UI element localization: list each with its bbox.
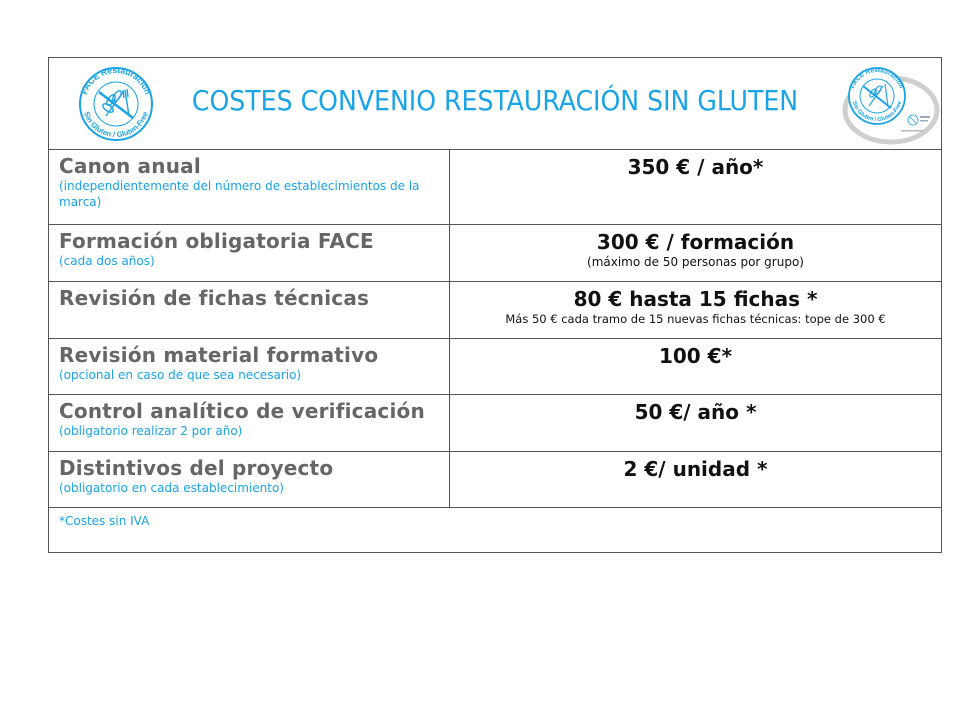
row-label-cell (49, 339, 450, 394)
row-value: 2 €/ unidad * (623, 457, 768, 481)
row-value: 300 € / formación (596, 230, 795, 254)
row-value-note: (máximo de 50 personas por grupo) (587, 255, 804, 269)
row-value-cell (450, 150, 941, 224)
row-note: (obligatorio en cada establecimiento) (59, 481, 284, 495)
table-row (49, 225, 941, 282)
svg-text:Sin Gluten / Gluten-Free: Sin Gluten / Gluten-Free (850, 100, 904, 124)
row-label-cell (49, 395, 450, 451)
row-note: (cada dos años) (59, 254, 155, 268)
row-value-cell (450, 395, 941, 451)
row-label-cell (49, 282, 450, 338)
row-label: Canon anual (59, 154, 201, 178)
row-label-cell (49, 452, 450, 507)
row-value: 50 €/ año * (634, 400, 757, 424)
table-row (49, 282, 941, 339)
row-note: (independientemente del número de establecimientos de la marca) (59, 179, 420, 209)
row-value-cell (450, 282, 941, 338)
svg-text:Sin Gluten / Gluten-Free: Sin Gluten / Gluten-Free (82, 110, 150, 140)
row-label: Revisión material formativo (59, 343, 379, 367)
row-label-cell (49, 225, 450, 281)
row-value-note: Más 50 € cada tramo de 15 nuevas fichas técnicas: tope de 300 € (505, 312, 886, 326)
footnote: *Costes sin IVA (59, 514, 150, 528)
table-row (49, 395, 941, 452)
table-row (49, 339, 941, 395)
row-label: Formación obligatoria FACE (59, 229, 374, 253)
row-note: (opcional en caso de que sea necesario) (59, 368, 302, 382)
row-value-cell (450, 339, 941, 394)
svg-text:FACE Restauración: FACE Restauración (849, 66, 905, 90)
footnote-row (49, 508, 941, 552)
row-label: Revisión de fichas técnicas (59, 286, 370, 310)
row-value: 80 € hasta 15 fichas * (573, 287, 818, 311)
table-row (49, 150, 941, 225)
table-row (49, 452, 941, 508)
row-label: Control analítico de verificación (59, 399, 425, 423)
row-value-cell (450, 225, 941, 281)
svg-text:FACE Restauración: FACE Restauración (78, 64, 154, 96)
row-label: Distintivos del proyecto (59, 456, 334, 480)
row-value: 350 € / año* (627, 155, 764, 179)
page-title: COSTES CONVENIO RESTAURACIÓN SIN GLUTEN (191, 84, 799, 117)
table-header (49, 58, 941, 150)
cost-table (48, 57, 942, 553)
face-logo-right (841, 62, 941, 146)
row-value: 100 €* (658, 344, 733, 368)
row-label-cell (49, 150, 450, 224)
row-value-cell (450, 452, 941, 507)
row-note: (obligatorio realizar 2 por año) (59, 424, 243, 438)
